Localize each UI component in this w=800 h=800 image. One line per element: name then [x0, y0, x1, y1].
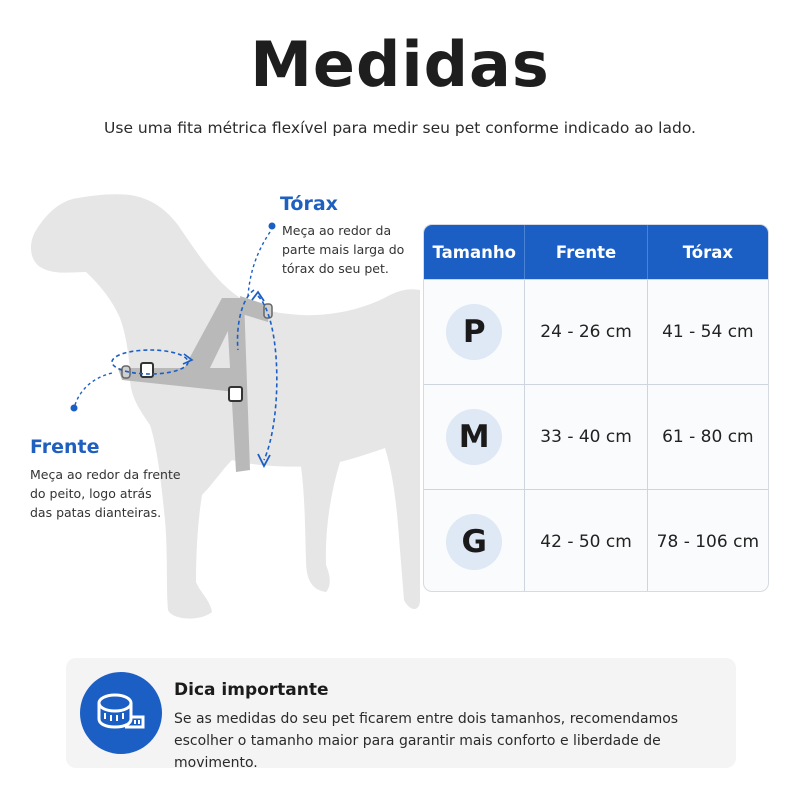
frente-leader-dot — [71, 405, 78, 412]
frente-value: 33 - 40 cm — [525, 385, 647, 489]
tip-text — [174, 708, 734, 774]
torax-line-3: tórax do seu pet. — [282, 261, 389, 276]
harness-buckle-chest — [229, 387, 242, 401]
torax-leader-dot — [269, 223, 276, 230]
frente-description — [30, 465, 181, 522]
table-header-row — [424, 225, 768, 279]
size-badge-g: G — [446, 514, 502, 570]
torax-title: Tórax — [280, 193, 338, 215]
frente-line-1: Meça ao redor da frente — [30, 467, 181, 482]
table-row — [424, 384, 768, 489]
tip-line-1: Se as medidas do seu pet ficarem entre dois tamanhos, recomendamos — [174, 711, 679, 727]
dog-hind-leg — [300, 460, 340, 592]
torax-value: 61 - 80 cm — [662, 427, 754, 447]
measuring-tape-icon — [80, 672, 162, 754]
size-badge-m: M — [446, 409, 502, 465]
table-row — [424, 489, 768, 591]
table-row — [424, 279, 768, 384]
page-subtitle: Use uma fita métrica flexível para medir seu pet conforme indicado ao lado. — [104, 119, 696, 137]
dog-illustration — [0, 175, 420, 635]
tip-box — [66, 658, 736, 771]
frente-value: 42 - 50 cm — [525, 490, 647, 591]
harness-buckle-front — [141, 363, 153, 377]
torax-leader-line — [248, 232, 270, 296]
header-frente: Frente — [525, 225, 647, 279]
torax-value: 41 - 54 cm — [662, 322, 754, 342]
frente-line-2: do peito, logo atrás — [30, 486, 152, 501]
frente-line-3: das patas dianteiras. — [30, 505, 162, 520]
size-badge-p: P — [446, 304, 502, 360]
frente-value: 24 - 26 cm — [525, 280, 647, 384]
torax-value: 78 - 106 cm — [656, 532, 760, 552]
size-table — [424, 225, 768, 591]
frente-leader-line — [75, 373, 112, 405]
torax-description — [282, 221, 404, 278]
tip-line-2: escolher o tamanho maior para garantir mais conforto e liberdade de movimento. — [174, 733, 661, 771]
frente-title: Frente — [30, 436, 100, 458]
tip-title: Dica importante — [174, 680, 329, 700]
header-torax: Tórax — [682, 242, 734, 262]
page-title: Medidas — [250, 28, 550, 101]
torax-line-2: parte mais larga do — [282, 242, 405, 257]
torax-line-1: Meça ao redor da — [282, 223, 392, 238]
header-tamanho: Tamanho — [424, 225, 525, 279]
